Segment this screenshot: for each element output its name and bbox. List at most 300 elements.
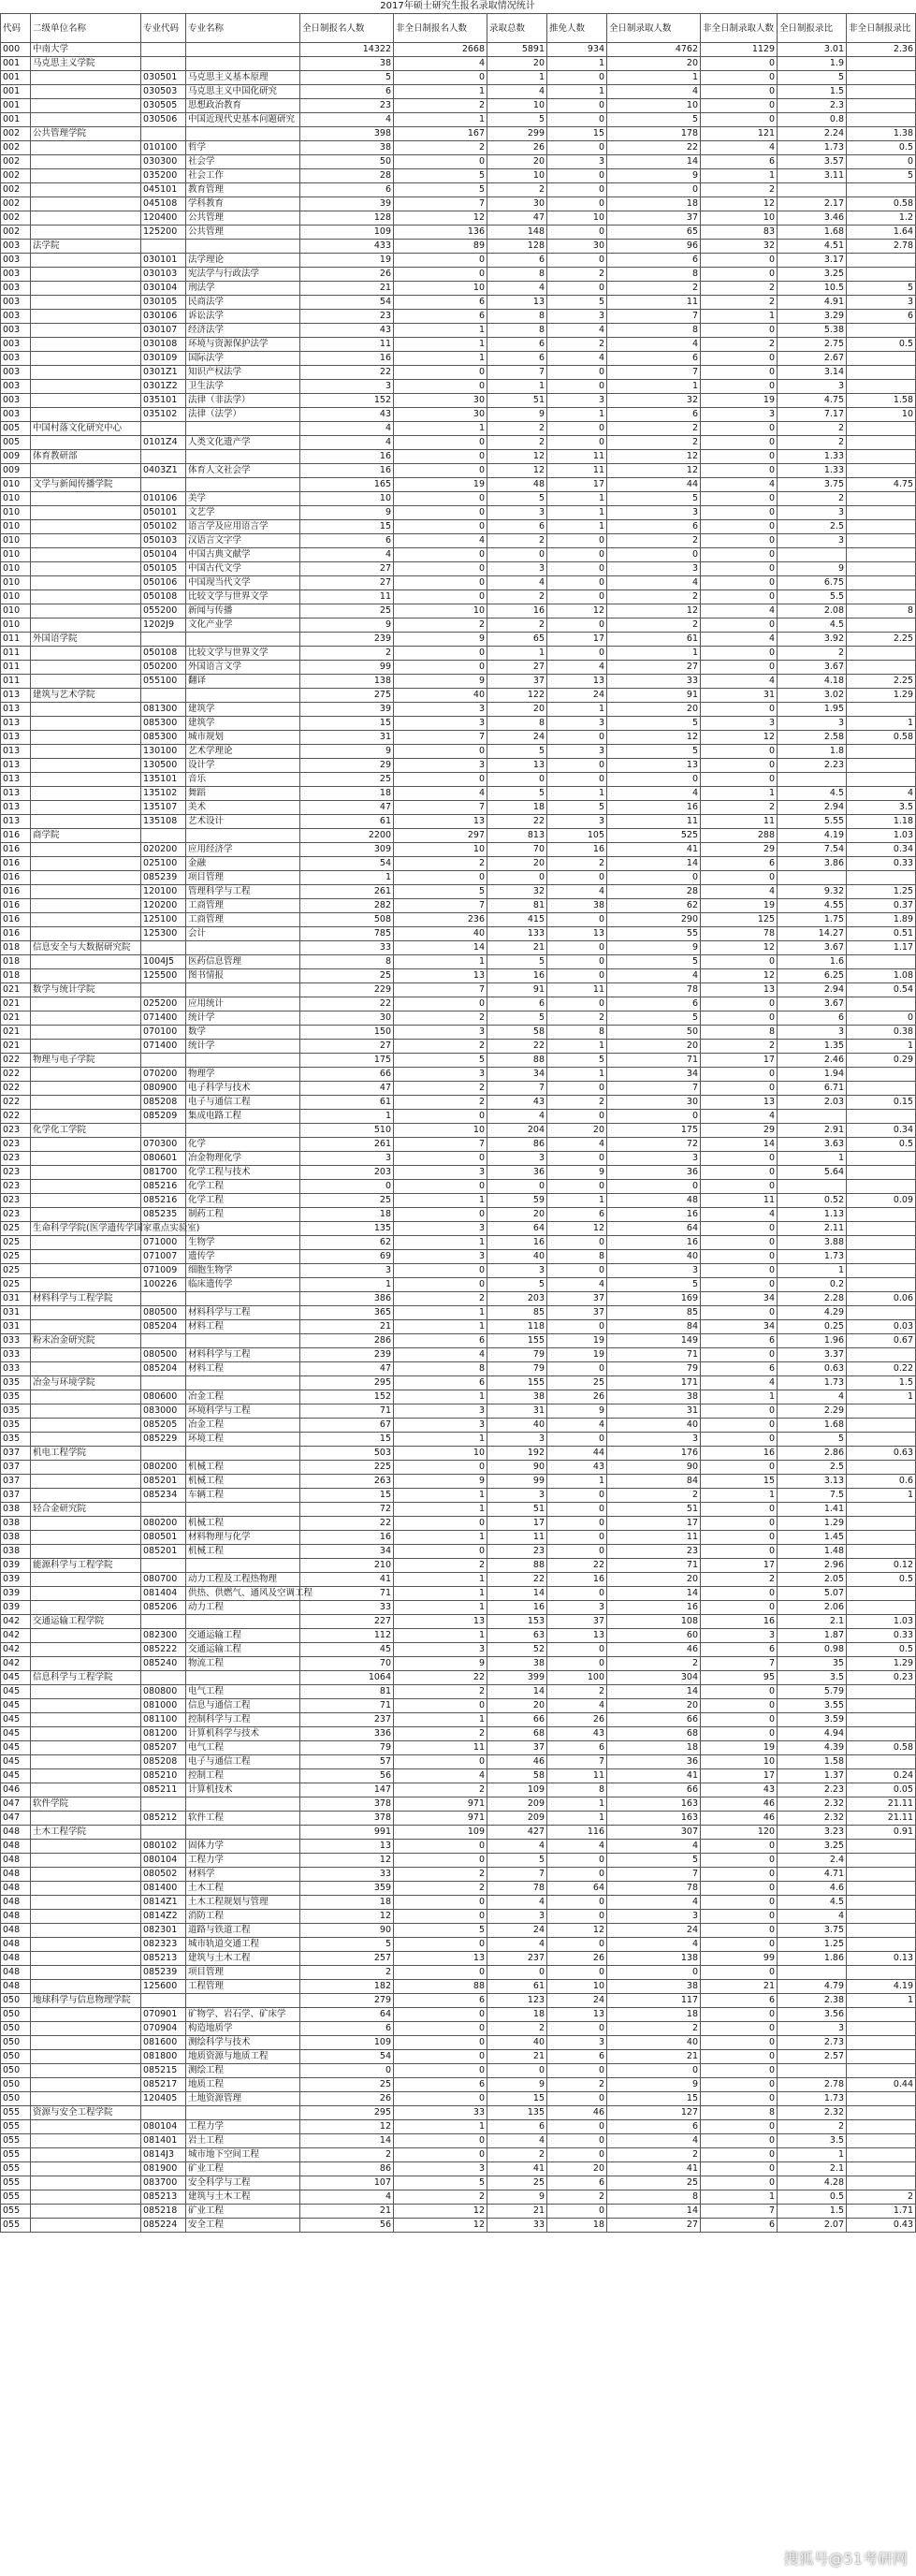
cell-total-admitted: 2 (487, 422, 547, 436)
cell-code: 055 (1, 2134, 31, 2148)
cell-major-name: 物理学 (186, 1068, 300, 1082)
cell-parttime-admitted: 1 (701, 2190, 778, 2205)
cell-fulltime-applicants: 991 (300, 1826, 394, 1840)
cell-fulltime-admitted: 37 (607, 211, 701, 226)
cell-major-name: 统计学 (186, 1040, 300, 1054)
cell-parttime-ratio: 0.03 (847, 1320, 916, 1334)
cell-fulltime-ratio: 1.75 (778, 913, 847, 927)
table-row (1, 1222, 916, 1236)
cell-fulltime-ratio: 3.23 (778, 1826, 847, 1840)
cell-parttime-ratio (847, 1882, 916, 1896)
cell-fulltime-ratio: 1 (778, 2148, 847, 2162)
cell-parttime-admitted: 0 (701, 2008, 778, 2022)
table-row (1, 394, 916, 408)
cell-recommended: 26 (547, 1952, 607, 1966)
cell-major-name: 翻译 (186, 675, 300, 689)
cell-recommended: 0 (547, 1236, 607, 1250)
cell-parttime-admitted: 0 (701, 773, 778, 787)
cell-total-admitted: 23 (487, 1545, 547, 1559)
cell-major-code: 120200 (141, 899, 186, 913)
cell-major-code: 081200 (141, 1727, 186, 1741)
cell-parttime-ratio (847, 1924, 916, 1938)
cell-parttime-admitted: 32 (701, 240, 778, 254)
cell-unit-name (31, 955, 141, 969)
cell-major-code: 085205 (141, 1419, 186, 1433)
cell-unit-name (31, 2134, 141, 2148)
cell-fulltime-admitted: 8 (607, 2190, 701, 2205)
cell-fulltime-applicants: 25 (300, 773, 394, 787)
cell-fulltime-admitted: 72 (607, 1138, 701, 1152)
cell-parttime-ratio: 1.5 (847, 1376, 916, 1390)
cell-fulltime-applicants: 86 (300, 2162, 394, 2176)
cell-total-admitted: 6 (487, 254, 547, 268)
cell-major-code: 085216 (141, 1180, 186, 1194)
table-row (1, 1671, 916, 1685)
cell-major-name: 机械工程 (186, 1545, 300, 1559)
cell-parttime-ratio (847, 1896, 916, 1910)
cell-parttime-admitted: 0 (701, 1938, 778, 1952)
cell-parttime-ratio: 1 (847, 1390, 916, 1404)
cell-parttime-applicants: 0 (394, 661, 487, 675)
table-row (1, 1166, 916, 1180)
cell-parttime-ratio (847, 1110, 916, 1124)
cell-unit-name (31, 226, 141, 240)
cell-recommended: 0 (547, 941, 607, 955)
cell-fulltime-ratio: 3 (778, 380, 847, 394)
cell-major-code: 081404 (141, 1587, 186, 1601)
cell-fulltime-ratio: 1.25 (778, 1938, 847, 1952)
cell-fulltime-applicants: 16 (300, 352, 394, 366)
cell-fulltime-ratio: 9 (778, 562, 847, 576)
cell-unit-name (31, 1517, 141, 1531)
cell-parttime-applicants: 1 (394, 1531, 487, 1545)
table-row (1, 2162, 916, 2176)
cell-parttime-admitted: 2 (701, 338, 778, 352)
cell-total-admitted: 22 (487, 815, 547, 829)
cell-recommended: 2 (547, 1685, 607, 1699)
cell-fulltime-ratio: 3.37 (778, 1348, 847, 1362)
cell-unit-name (31, 1166, 141, 1180)
cell-unit-name (31, 1068, 141, 1082)
cell-parttime-applicants: 0 (394, 492, 487, 506)
cell-parttime-admitted: 6 (701, 1643, 778, 1657)
table-row (1, 169, 916, 183)
cell-parttime-ratio (847, 380, 916, 394)
cell-parttime-applicants: 0 (394, 2064, 487, 2078)
cell-fulltime-ratio: 2.96 (778, 1559, 847, 1573)
cell-fulltime-ratio: 3.46 (778, 211, 847, 226)
cell-parttime-ratio (847, 773, 916, 787)
cell-unit-name (31, 1910, 141, 1924)
table-row (1, 1348, 916, 1362)
cell-fulltime-admitted: 8 (607, 268, 701, 282)
cell-parttime-applicants: 0 (394, 647, 487, 661)
cell-parttime-admitted: 6 (701, 1994, 778, 2008)
cell-code: 045 (1, 1713, 31, 1727)
cell-parttime-admitted: 16 (701, 1615, 778, 1629)
cell-code: 038 (1, 1531, 31, 1545)
cell-fulltime-ratio: 3.02 (778, 689, 847, 703)
cell-parttime-applicants: 1 (394, 422, 487, 436)
cell-fulltime-applicants: 47 (300, 801, 394, 815)
cell-fulltime-applicants: 21 (300, 1320, 394, 1334)
cell-parttime-applicants: 89 (394, 240, 487, 254)
table-row (1, 1292, 916, 1306)
cell-major-code: 085234 (141, 1489, 186, 1503)
cell-parttime-admitted: 0 (701, 1924, 778, 1938)
cell-total-admitted: 38 (487, 1390, 547, 1404)
cell-parttime-admitted: 0 (701, 1727, 778, 1741)
cell-unit-name (31, 1026, 141, 1040)
cell-major-code: 130100 (141, 745, 186, 759)
cell-recommended: 0 (547, 1180, 607, 1194)
cell-recommended: 37 (547, 1306, 607, 1320)
cell-total-admitted: 14 (487, 1685, 547, 1699)
cell-recommended: 0 (547, 1320, 607, 1334)
cell-total-admitted: 2 (487, 619, 547, 633)
cell-parttime-applicants: 5 (394, 169, 487, 183)
cell-fulltime-admitted: 51 (607, 1503, 701, 1517)
cell-fulltime-ratio: 14.27 (778, 927, 847, 941)
table-row (1, 2022, 916, 2036)
cell-major-code: 085206 (141, 1601, 186, 1615)
cell-code: 023 (1, 1180, 31, 1194)
cell-total-admitted: 148 (487, 226, 547, 240)
table-row (1, 85, 916, 99)
cell-total-admitted: 7 (487, 366, 547, 380)
cell-major-code: 085218 (141, 2205, 186, 2219)
cell-recommended: 11 (547, 450, 607, 464)
cell-recommended: 1 (547, 57, 607, 71)
col-header-major-name: 专业名称 (186, 14, 300, 43)
col-header-total-admitted: 录取总数 (487, 14, 547, 43)
cell-major-name: 法学理论 (186, 254, 300, 268)
cell-fulltime-ratio: 1.73 (778, 1376, 847, 1390)
cell-recommended: 0 (547, 2134, 607, 2148)
cell-parttime-ratio (847, 57, 916, 71)
cell-parttime-ratio: 0.54 (847, 983, 916, 997)
cell-fulltime-applicants: 138 (300, 675, 394, 689)
cell-unit-name (31, 1966, 141, 1980)
cell-major-code: 070904 (141, 2022, 186, 2036)
cell-parttime-applicants: 6 (394, 1994, 487, 2008)
cell-recommended: 0 (547, 1643, 607, 1657)
cell-total-admitted: 4 (487, 1896, 547, 1910)
cell-major-code: 081600 (141, 2036, 186, 2050)
cell-parttime-admitted: 0 (701, 1180, 778, 1194)
table-row (1, 2219, 916, 2233)
cell-code: 045 (1, 1727, 31, 1741)
table-row (1, 1952, 916, 1966)
cell-parttime-applicants: 19 (394, 478, 487, 492)
cell-major-name: 社会学 (186, 155, 300, 169)
cell-parttime-applicants: 1 (394, 1320, 487, 1334)
cell-parttime-admitted: 0 (701, 955, 778, 969)
cell-code: 045 (1, 1741, 31, 1755)
cell-code: 000 (1, 43, 31, 57)
cell-major-code: 080600 (141, 1390, 186, 1404)
cell-parttime-applicants: 7 (394, 983, 487, 997)
cell-parttime-ratio: 0.22 (847, 1362, 916, 1376)
cell-code: 048 (1, 1924, 31, 1938)
table-row (1, 1040, 916, 1054)
cell-recommended: 0 (547, 576, 607, 590)
cell-fulltime-ratio: 2 (778, 2120, 847, 2134)
table-row (1, 885, 916, 899)
cell-fulltime-ratio: 1.35 (778, 1040, 847, 1054)
cell-total-admitted: 59 (487, 1194, 547, 1208)
cell-fulltime-ratio: 1.9 (778, 57, 847, 71)
cell-recommended: 0 (547, 1545, 607, 1559)
cell-fulltime-ratio (778, 1110, 847, 1124)
cell-major-code: 135102 (141, 787, 186, 801)
cell-fulltime-ratio: 3.29 (778, 310, 847, 324)
table-row (1, 2050, 916, 2064)
cell-parttime-ratio (847, 324, 916, 338)
cell-fulltime-applicants: 71 (300, 1587, 394, 1601)
cell-parttime-ratio (847, 1868, 916, 1882)
cell-fulltime-admitted: 138 (607, 1952, 701, 1966)
cell-parttime-ratio: 0.5 (847, 141, 916, 155)
cell-parttime-admitted: 0 (701, 1264, 778, 1278)
cell-major-name (186, 450, 300, 464)
cell-major-name: 动力工程及工程热物理 (186, 1573, 300, 1587)
cell-major-code: 130500 (141, 759, 186, 773)
cell-parttime-admitted: 19 (701, 394, 778, 408)
cell-major-code: 035101 (141, 394, 186, 408)
cell-parttime-applicants: 1 (394, 1629, 487, 1643)
cell-parttime-ratio (847, 1306, 916, 1320)
cell-unit-name (31, 619, 141, 633)
cell-code: 016 (1, 927, 31, 941)
cell-major-code: 045101 (141, 183, 186, 197)
cell-code: 045 (1, 1671, 31, 1685)
cell-fulltime-applicants: 25 (300, 2078, 394, 2092)
cell-parttime-applicants: 0 (394, 1840, 487, 1854)
cell-major-name: 信息与通信工程 (186, 1699, 300, 1713)
cell-recommended: 0 (547, 254, 607, 268)
cell-recommended: 0 (547, 2120, 607, 2134)
cell-fulltime-applicants: 3 (300, 1264, 394, 1278)
cell-total-admitted: 0 (487, 548, 547, 562)
cell-fulltime-admitted: 16 (607, 1601, 701, 1615)
cell-fulltime-applicants: 16 (300, 464, 394, 478)
table-row (1, 450, 916, 464)
cell-major-name: 环境科学与工程 (186, 1404, 300, 1419)
cell-parttime-ratio (847, 590, 916, 604)
cell-major-code: 050103 (141, 534, 186, 548)
cell-code: 022 (1, 1096, 31, 1110)
cell-unit-name (31, 506, 141, 520)
cell-fulltime-admitted: 5 (607, 113, 701, 127)
cell-code: 016 (1, 857, 31, 871)
cell-major-code: 120405 (141, 2092, 186, 2106)
table-row (1, 829, 916, 843)
cell-total-admitted: 0 (487, 1180, 547, 1194)
cell-recommended: 0 (547, 1503, 607, 1517)
cell-fulltime-admitted: 24 (607, 1924, 701, 1938)
cell-total-admitted: 22 (487, 1040, 547, 1054)
cell-unit-name (31, 1264, 141, 1278)
table-row (1, 801, 916, 815)
cell-major-code: 083000 (141, 1404, 186, 1419)
cell-fulltime-ratio: 4.5 (778, 619, 847, 633)
cell-recommended: 0 (547, 997, 607, 1011)
cell-parttime-admitted: 4 (701, 1110, 778, 1124)
cell-major-name: 人类文化遗产学 (186, 436, 300, 450)
cell-parttime-admitted: 0 (701, 1011, 778, 1026)
cell-parttime-ratio: 8 (847, 604, 916, 619)
cell-fulltime-ratio: 5 (778, 1433, 847, 1447)
table-row (1, 703, 916, 717)
cell-recommended: 4 (547, 1840, 607, 1854)
cell-total-admitted: 6 (487, 338, 547, 352)
table-row (1, 520, 916, 534)
cell-fulltime-applicants: 54 (300, 296, 394, 310)
cell-fulltime-admitted: 6 (607, 408, 701, 422)
cell-recommended: 0 (547, 71, 607, 85)
cell-fulltime-admitted: 30 (607, 1096, 701, 1110)
cell-unit-name (31, 492, 141, 506)
cell-fulltime-admitted: 50 (607, 1026, 701, 1040)
cell-fulltime-applicants: 16 (300, 450, 394, 464)
cell-recommended: 3 (547, 2036, 607, 2050)
cell-total-admitted: 20 (487, 1699, 547, 1713)
cell-parttime-applicants: 3 (394, 1166, 487, 1180)
cell-total-admitted: 21 (487, 2205, 547, 2219)
cell-parttime-ratio (847, 492, 916, 506)
cell-parttime-applicants: 0 (394, 1755, 487, 1769)
cell-fulltime-admitted: 3 (607, 506, 701, 520)
cell-parttime-applicants: 2 (394, 1685, 487, 1699)
cell-parttime-admitted: 12 (701, 969, 778, 983)
cell-parttime-ratio (847, 1250, 916, 1264)
table-row (1, 647, 916, 661)
cell-fulltime-admitted: 5 (607, 717, 701, 731)
cell-unit-name (31, 1854, 141, 1868)
cell-major-name: 电子与通信工程 (186, 1755, 300, 1769)
cell-parttime-admitted: 121 (701, 127, 778, 141)
table-row (1, 240, 916, 254)
col-header-parttime-ratio: 非全日制报录比 (847, 14, 916, 43)
cell-major-code: 030501 (141, 71, 186, 85)
cell-total-admitted: 13 (487, 296, 547, 310)
cell-fulltime-ratio: 3.11 (778, 169, 847, 183)
cell-fulltime-ratio: 4.39 (778, 1741, 847, 1755)
cell-major-code: 085201 (141, 1475, 186, 1489)
cell-unit-name (31, 408, 141, 422)
cell-recommended: 4 (547, 1278, 607, 1292)
cell-recommended: 0 (547, 1489, 607, 1503)
cell-parttime-applicants: 7 (394, 899, 487, 913)
cell-fulltime-admitted: 2 (607, 590, 701, 604)
cell-total-admitted: 5891 (487, 43, 547, 57)
table-row (1, 1517, 916, 1531)
cell-major-name: 控制科学与工程 (186, 1713, 300, 1727)
cell-parttime-admitted: 3 (701, 717, 778, 731)
cell-code: 016 (1, 899, 31, 913)
table-row (1, 2092, 916, 2106)
cell-parttime-ratio: 0.15 (847, 1096, 916, 1110)
cell-parttime-applicants: 1 (394, 113, 487, 127)
cell-total-admitted: 5 (487, 1011, 547, 1026)
cell-parttime-admitted: 4 (701, 478, 778, 492)
cell-unit-name (31, 1419, 141, 1433)
cell-unit-name (31, 436, 141, 450)
cell-unit-name (31, 2148, 141, 2162)
cell-total-admitted: 8 (487, 310, 547, 324)
cell-recommended: 1 (547, 408, 607, 422)
cell-code: 009 (1, 450, 31, 464)
cell-unit-name: 信息科学与工程学院 (31, 1671, 141, 1685)
cell-total-admitted: 48 (487, 478, 547, 492)
cell-recommended: 0 (547, 226, 607, 240)
cell-unit-name: 数学与统计学院 (31, 983, 141, 997)
cell-parttime-applicants: 11 (394, 1741, 487, 1755)
cell-parttime-applicants: 30 (394, 408, 487, 422)
cell-parttime-applicants: 0 (394, 71, 487, 85)
cell-fulltime-ratio: 2.5 (778, 520, 847, 534)
cell-total-admitted: 12 (487, 464, 547, 478)
cell-fulltime-applicants: 5 (300, 71, 394, 85)
cell-fulltime-admitted: 27 (607, 661, 701, 675)
cell-parttime-admitted: 0 (701, 254, 778, 268)
cell-fulltime-admitted: 71 (607, 1054, 701, 1068)
cell-major-code: 085213 (141, 2190, 186, 2205)
cell-parttime-applicants: 3 (394, 717, 487, 731)
table-row (1, 226, 916, 240)
cell-fulltime-admitted: 171 (607, 1376, 701, 1390)
cell-fulltime-admitted: 64 (607, 1222, 701, 1236)
cell-fulltime-applicants: 56 (300, 2219, 394, 2233)
cell-unit-name (31, 197, 141, 211)
cell-major-code: 083700 (141, 2176, 186, 2190)
cell-code: 003 (1, 282, 31, 296)
cell-total-admitted: 9 (487, 2190, 547, 2205)
cell-parttime-ratio (847, 759, 916, 773)
cell-total-admitted: 3 (487, 506, 547, 520)
cell-code: 002 (1, 211, 31, 226)
cell-major-name: 化学 (186, 1138, 300, 1152)
cell-code: 050 (1, 2064, 31, 2078)
cell-major-code: 085235 (141, 1208, 186, 1222)
table-row (1, 1657, 916, 1671)
cell-fulltime-applicants: 109 (300, 226, 394, 240)
cell-parttime-ratio: 3.5 (847, 801, 916, 815)
cell-code: 003 (1, 268, 31, 282)
cell-total-admitted: 2 (487, 2148, 547, 2162)
cell-major-name (186, 689, 300, 703)
cell-fulltime-admitted: 23 (607, 1545, 701, 1559)
cell-recommended: 2 (547, 2078, 607, 2092)
cell-recommended: 0 (547, 1362, 607, 1376)
cell-code: 013 (1, 801, 31, 815)
cell-parttime-applicants: 9 (394, 633, 487, 647)
cell-parttime-applicants: 0 (394, 520, 487, 534)
table-row (1, 1110, 916, 1124)
cell-code: 039 (1, 1601, 31, 1615)
cell-parttime-applicants: 13 (394, 1615, 487, 1629)
cell-code: 048 (1, 1910, 31, 1924)
cell-unit-name (31, 745, 141, 759)
cell-parttime-admitted: 0 (701, 1503, 778, 1517)
cell-unit-name (31, 113, 141, 127)
cell-fulltime-applicants: 56 (300, 1769, 394, 1783)
cell-total-admitted: 5 (487, 492, 547, 506)
cell-parttime-admitted: 0 (701, 647, 778, 661)
cell-fulltime-applicants: 2 (300, 647, 394, 661)
cell-parttime-applicants: 0 (394, 1110, 487, 1124)
